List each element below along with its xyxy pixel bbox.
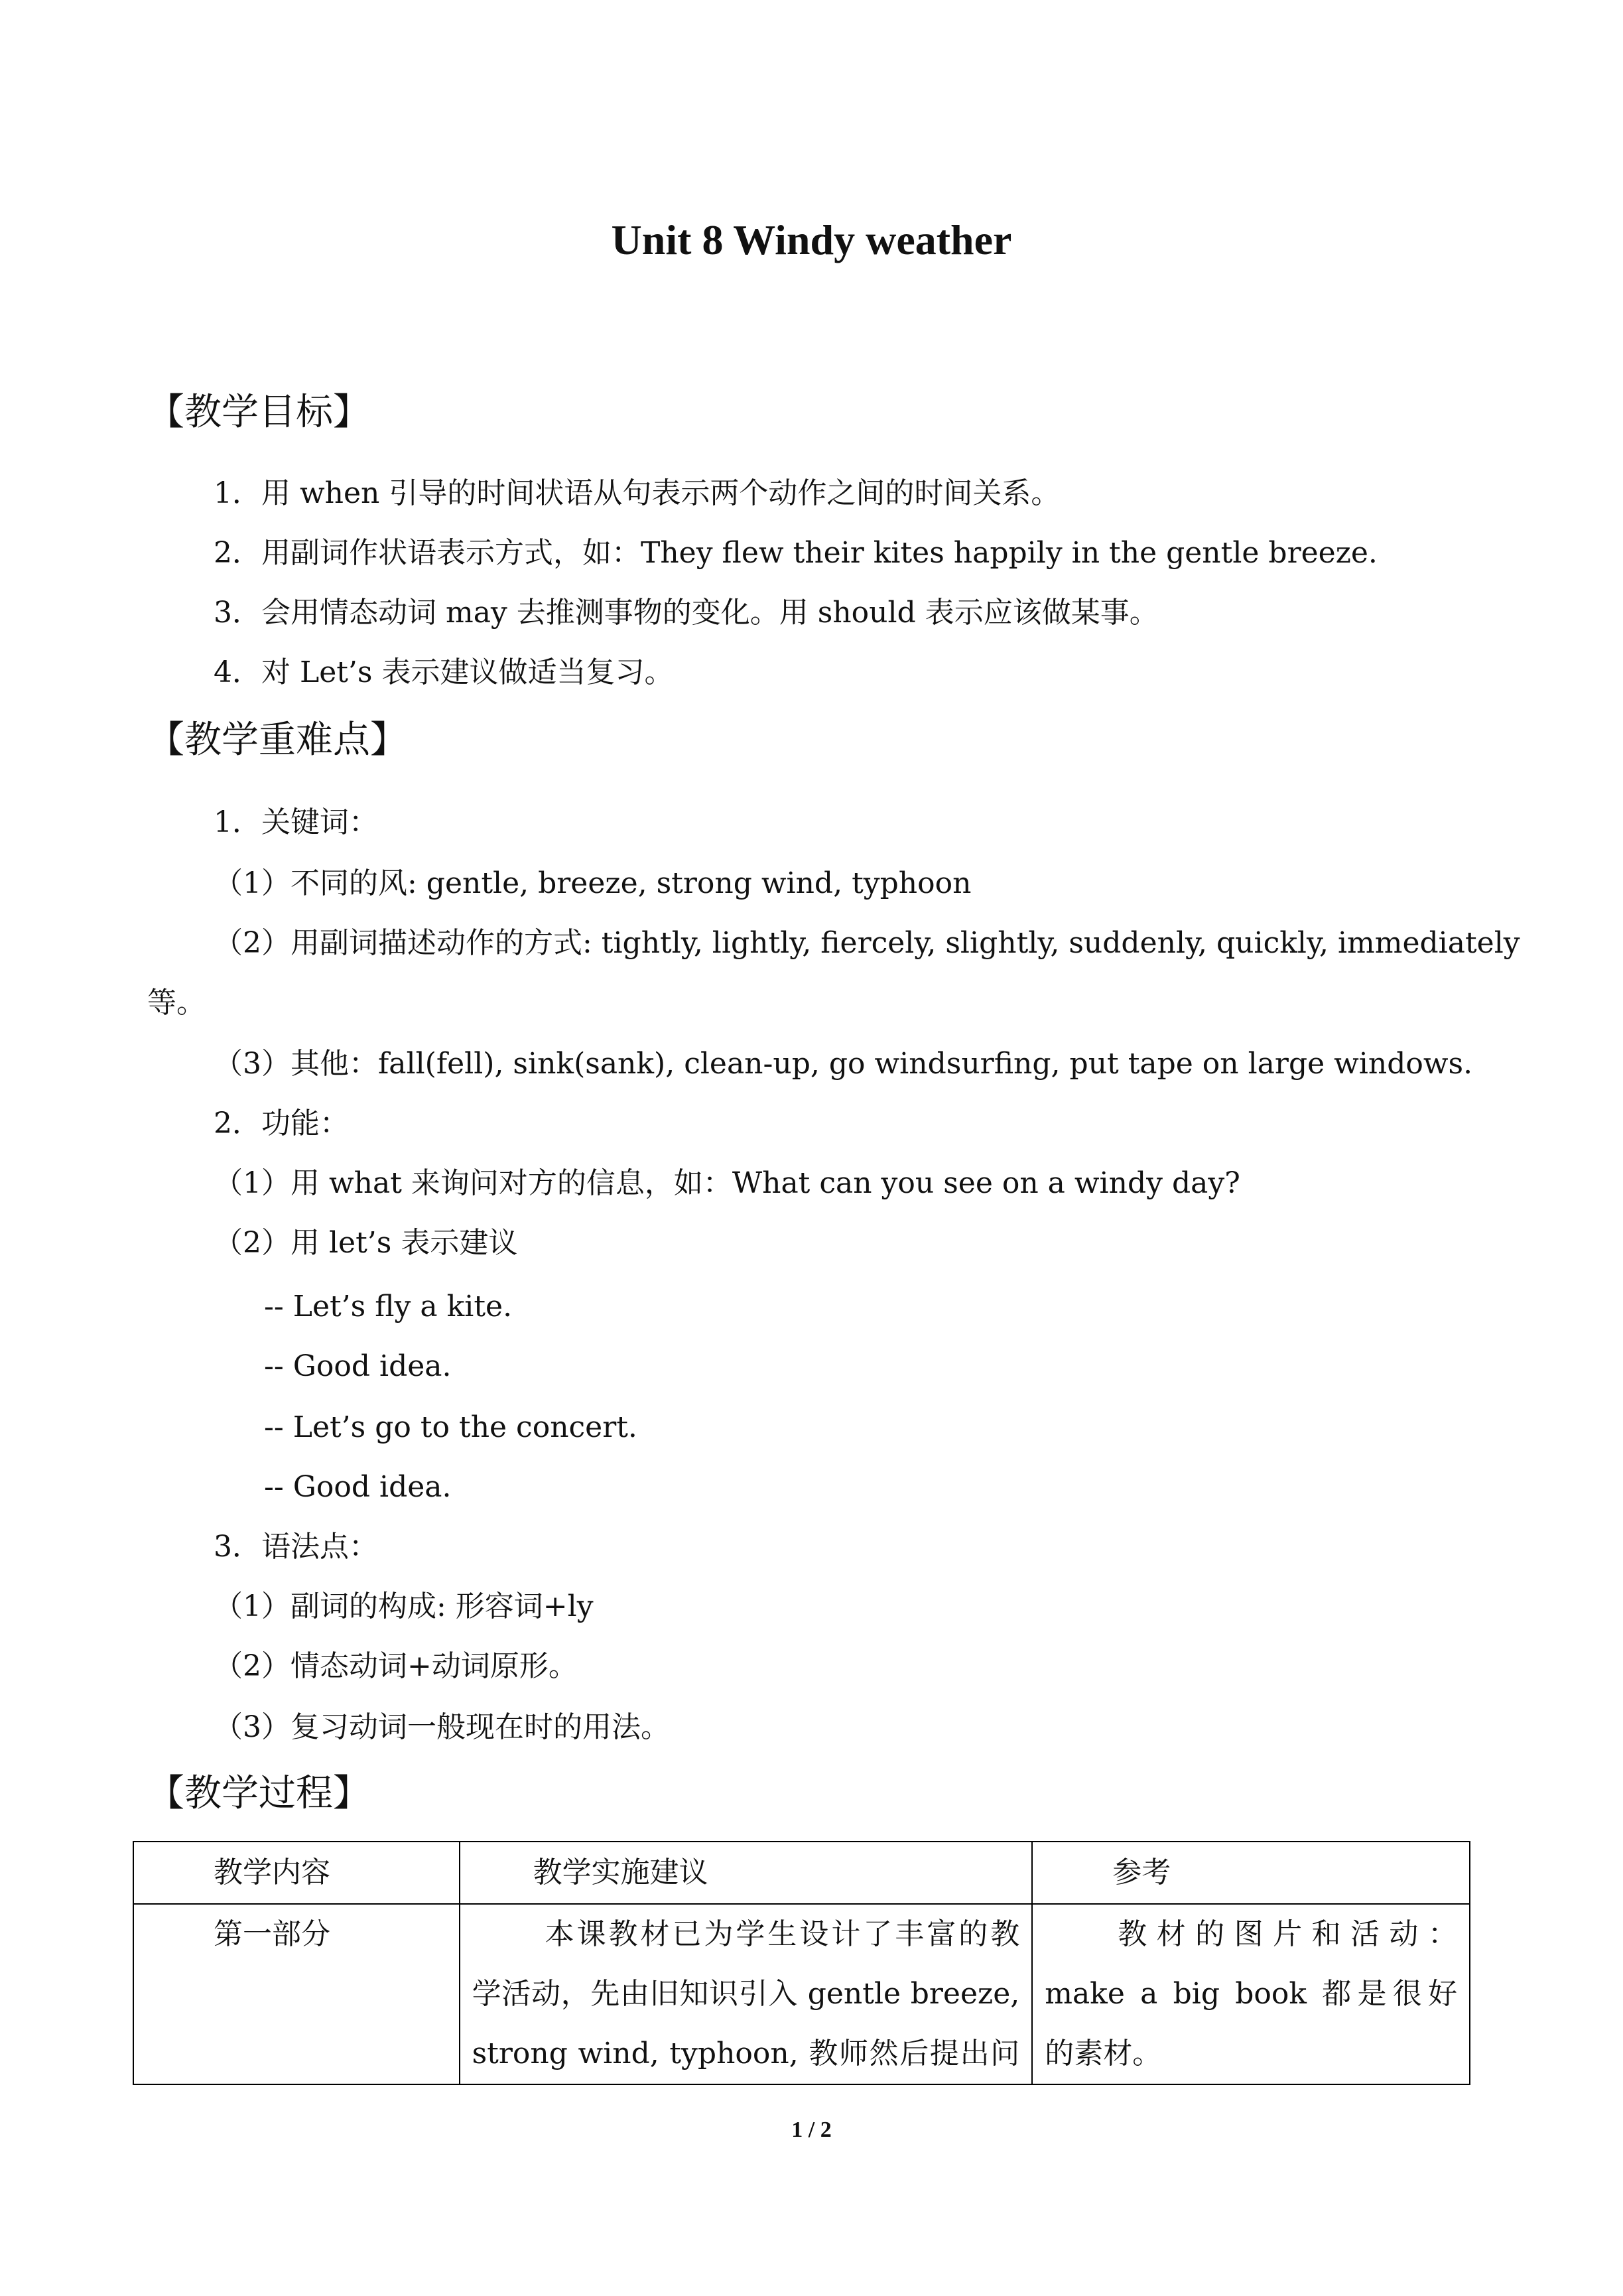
dialogue-line: -- Good idea. (264, 1349, 452, 1383)
page-title: Unit 8 Windy weather (611, 216, 1012, 263)
teaching-process-table (133, 1841, 1470, 2085)
key-point-line: （3）其他：fall(fell), sink(sank), clean-up, go windsurfing, put tape on large windows. (214, 1047, 1473, 1081)
key-point-line: （2）用副词描述动作的方式: tightly, lightly, fiercely, slightly, suddenly, quickly, immediately (214, 926, 1520, 960)
dialogue-line: -- Good idea. (264, 1470, 452, 1504)
dialogue-line: -- Let’s go to the concert. (264, 1410, 637, 1444)
key-point-line: 等。 (147, 986, 206, 1020)
dialogue-line: -- Let’s fly a kite. (264, 1290, 513, 1323)
suggestion-line: 本课教材已为学生设计了丰富的教 (545, 1917, 1020, 1951)
section-heading-process: 【教学过程】 (147, 1772, 370, 1815)
table-row (133, 1904, 1470, 2084)
key-point-line: （2）用 let’s 表示建议 (214, 1226, 518, 1260)
header-reference: 参考 (1032, 1842, 1470, 1904)
cell-content: 第一部分 (133, 1904, 460, 2084)
objective-line: 4．对 Let’s 表示建议做适当复习。 (214, 655, 674, 689)
key-point-line: （1）用 what 来询问对方的信息，如：What can you see on a windy day? (214, 1166, 1240, 1200)
reference-line: make a big book 都是很好 (1045, 1977, 1457, 2011)
section-heading-objectives: 【教学目标】 (147, 391, 370, 434)
objective-line: 1．用 when 引导的时间状语从句表示两个动作之间的时间关系。 (214, 476, 1061, 510)
table-header-row (133, 1842, 1470, 1904)
cell-suggestion (460, 1904, 1033, 2084)
objective-line: 3．会用情态动词 may 去推测事物的变化。用 should 表示应该做某事。 (214, 596, 1159, 630)
objective-line: 2．用副词作状语表示方式，如：They flew their kites happily in the gentle breeze. (214, 536, 1378, 570)
reference-line: 教材的图片和活动： (1118, 1917, 1457, 1951)
key-point-line: （2）情态动词+动词原形。 (214, 1649, 578, 1683)
key-point-line: 2．功能： (214, 1107, 349, 1140)
suggestion-line: strong wind, typhoon, 教师然后提出问 (472, 2037, 1020, 2070)
section-heading-key-points: 【教学重难点】 (147, 718, 407, 762)
key-point-line: 1．关键词： (214, 805, 378, 839)
key-point-line: （1）不同的风: gentle, breeze, strong wind, typhoon (214, 866, 972, 900)
cell-reference (1032, 1904, 1470, 2084)
header-content: 教学内容 (133, 1842, 460, 1904)
page-number: 1 / 2 (791, 2118, 832, 2142)
key-point-line: （1）副词的构成: 形容词+ly (214, 1589, 594, 1623)
reference-line: 的素材。 (1045, 2037, 1162, 2070)
key-point-line: （3）复习动词一般现在时的用法。 (214, 1710, 670, 1744)
key-point-line: 3．语法点： (214, 1530, 378, 1564)
suggestion-line: 学活动，先由旧知识引入 gentle breeze, (472, 1977, 1020, 2011)
header-suggestion: 教学实施建议 (460, 1842, 1033, 1904)
